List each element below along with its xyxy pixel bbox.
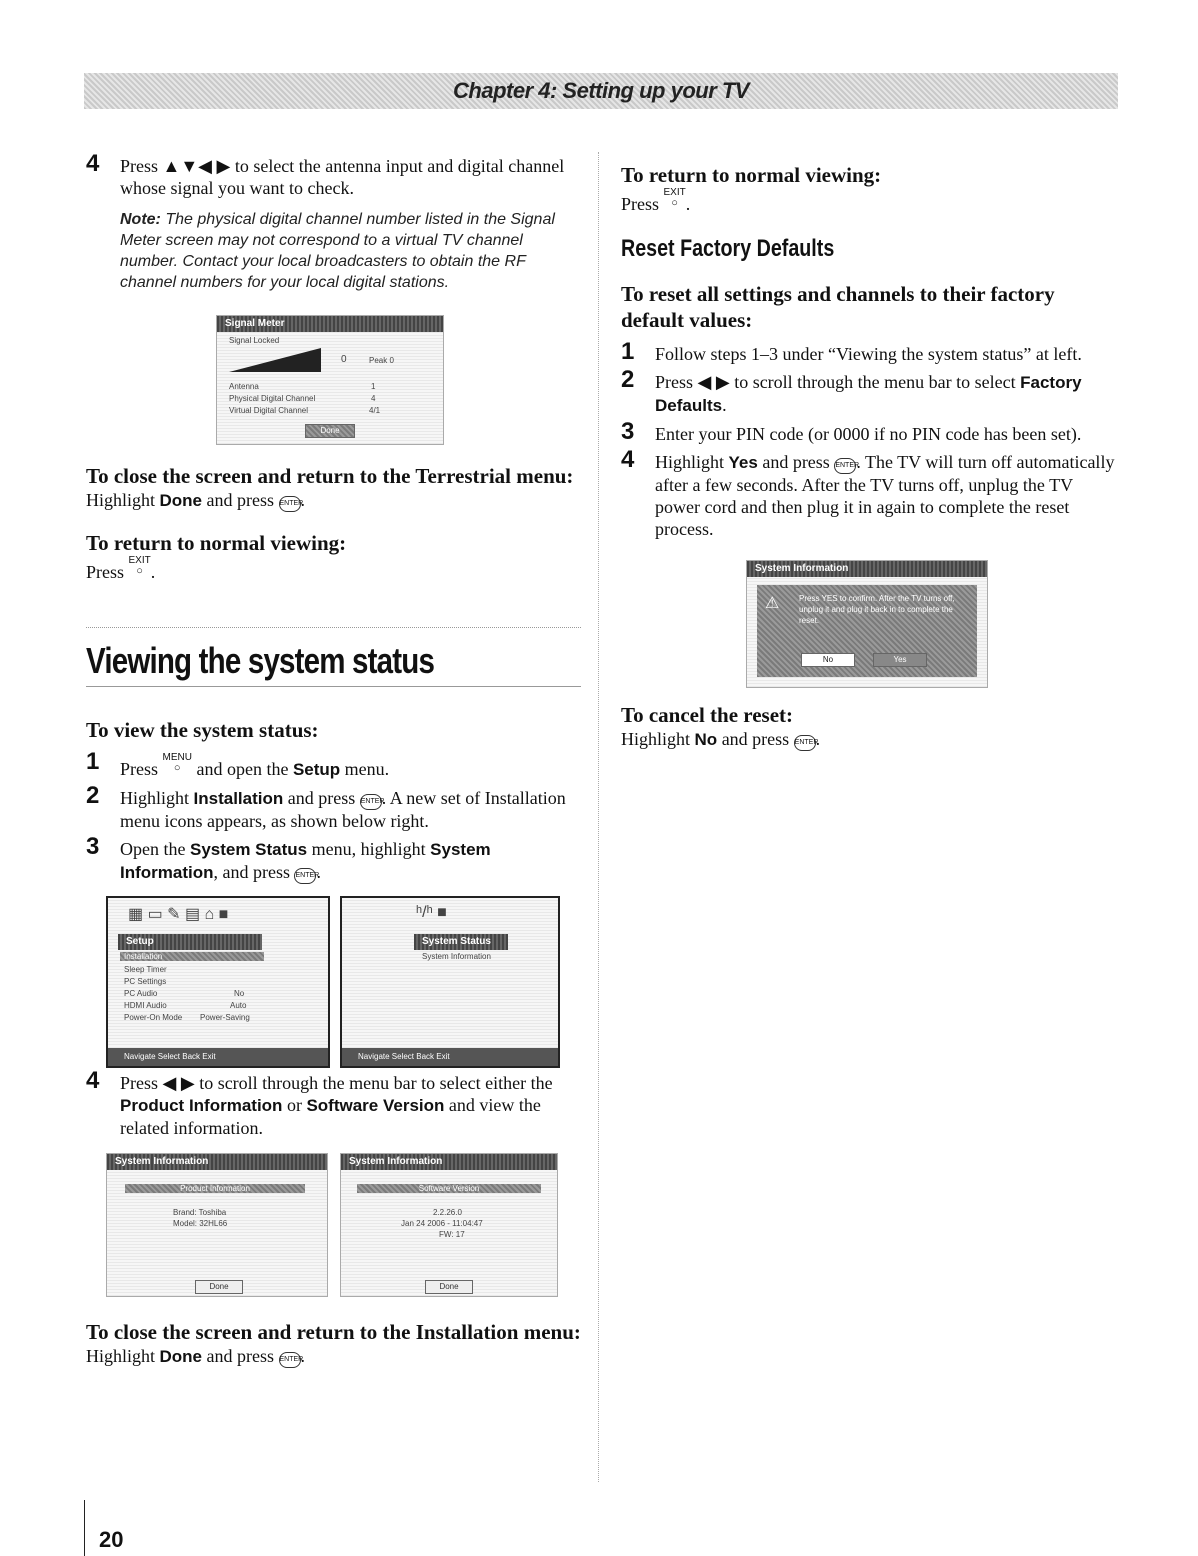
setup-menu-title: Setup bbox=[118, 934, 262, 950]
status-step-2: 2 Highlight Installation and press ENTER. A new set of Installation menu icons appears, as shown below right. bbox=[86, 782, 566, 831]
software-version-screen bbox=[340, 1153, 558, 1297]
version-line-3: FW: 17 bbox=[439, 1230, 465, 1239]
cancel-reset-body: Highlight No and press ENTER. bbox=[621, 729, 821, 749]
status-step-3: 3 Open the System Status menu, highlight System Information, and press ENTER. bbox=[86, 833, 491, 882]
chapter-title: Chapter 4: Setting up your TV bbox=[453, 78, 749, 103]
reset-yes-button[interactable]: Yes bbox=[873, 653, 927, 667]
step-text: Press ▲▼◀ ▶ to select the antenna input and digital channel whose signal you want to check. bbox=[120, 156, 565, 198]
reset-dialog bbox=[757, 585, 977, 677]
enter-key-icon: ENTER bbox=[360, 794, 382, 810]
section-title: Viewing the system status bbox=[86, 640, 435, 681]
page-number-rule bbox=[84, 1500, 85, 1556]
setup-item[interactable]: PC Settings bbox=[124, 977, 167, 986]
close-terrestrial-body: Highlight Done and press ENTER. bbox=[86, 490, 305, 510]
note bbox=[120, 209, 581, 293]
setup-item-value: Auto bbox=[230, 1001, 247, 1010]
return-normal-body-right: Press EXIT ○ . bbox=[621, 187, 691, 214]
reset-heading: To reset all settings and channels to their factory default values: bbox=[621, 282, 1055, 332]
signal-strength-bars-icon bbox=[229, 348, 321, 372]
setup-item[interactable]: Sleep Timer bbox=[124, 965, 167, 974]
installation-icons-icon: ʰ/ʰ ■ bbox=[416, 904, 447, 921]
system-status-title: System Status bbox=[414, 934, 508, 950]
version-line-1: 2.2.26.0 bbox=[433, 1208, 462, 1217]
info-screens-row bbox=[86, 1153, 581, 1303]
software-screen-title: System Information bbox=[341, 1154, 557, 1170]
product-screen-title: System Information bbox=[107, 1154, 327, 1170]
status-step-1: 1 Press MENU ○ and open the Setup menu. bbox=[86, 748, 390, 779]
section-heading-block bbox=[86, 627, 581, 687]
setup-nav-bar: Navigate Select Back Exit bbox=[108, 1048, 328, 1066]
return-normal-heading-right: To return to normal viewing: bbox=[621, 163, 882, 187]
page-number: 20 bbox=[99, 1527, 124, 1552]
status-step-4: 4 Press ◀ ▶ to scroll through the menu bar to select either the Product Information or Software Version and view the related information. bbox=[86, 1067, 553, 1138]
setup-item-value: No bbox=[234, 989, 245, 998]
note-label: Note: bbox=[120, 211, 161, 228]
product-done-button[interactable]: Done bbox=[195, 1280, 243, 1294]
setup-item[interactable]: HDMI Audio bbox=[124, 1001, 167, 1010]
reset-no-button[interactable]: No bbox=[801, 653, 855, 667]
setup-item-value: Power-Saving bbox=[200, 1013, 250, 1022]
enter-key-icon: ENTER bbox=[279, 1352, 301, 1368]
chapter-header-bar bbox=[84, 73, 1118, 109]
setup-menu-screen bbox=[106, 896, 330, 1068]
close-terrestrial-heading: To close the screen and return to the Terrestrial menu: bbox=[86, 464, 574, 488]
signal-locked-text: Signal Locked bbox=[229, 336, 280, 345]
meter-row-value: 1 bbox=[371, 382, 376, 391]
done-label: Done bbox=[159, 491, 203, 510]
reset-step-1: 1 Follow steps 1–3 under “Viewing the system status” at left. bbox=[621, 338, 1082, 365]
left-column bbox=[86, 150, 581, 1368]
meter-row-label: Antenna bbox=[229, 382, 259, 391]
brand-text: Brand: Toshiba bbox=[173, 1208, 227, 1217]
software-done-button[interactable]: Done bbox=[425, 1280, 473, 1294]
meter-row-value: 4 bbox=[371, 394, 376, 403]
step-4-select-channel bbox=[86, 150, 581, 199]
reset-step-4: 4 Highlight Yes and press ENTER. The TV will turn off automatically after a few seconds. After the TV turns off, unplug the TV power cord and then plug it in again to complete the reset process. bbox=[621, 446, 1115, 539]
cancel-reset-heading: To cancel the reset: bbox=[621, 703, 794, 727]
enter-key-icon: ENTER bbox=[294, 868, 316, 884]
signal-value: 0 bbox=[341, 354, 347, 365]
signal-meter-title: Signal Meter bbox=[217, 316, 443, 332]
system-information-item[interactable]: System Information bbox=[422, 952, 491, 961]
meter-done-button[interactable]: Done bbox=[305, 424, 355, 438]
enter-key-icon: ENTER bbox=[834, 458, 856, 474]
version-line-2: Jan 24 2006 - 11:04:47 bbox=[401, 1219, 483, 1228]
menu-icons-strip-icon: ▦ ▭ ✎ ▤ ⌂ ■ bbox=[128, 906, 229, 923]
menu-key-icon: MENU ○ bbox=[162, 752, 192, 774]
model-text: Model: 32HL66 bbox=[173, 1219, 228, 1228]
note-text: The physical digital channel number listed in the Signal Meter screen may not correspond to a virtual TV channel number. Contact your local broadcasters to obtain the RF channel numbers for your local digital stations. bbox=[120, 211, 555, 291]
reset-screen-title: System Information bbox=[747, 561, 987, 577]
setup-item[interactable]: Power-On Mode bbox=[124, 1013, 183, 1022]
setup-item-installation[interactable]: Installation bbox=[120, 952, 264, 961]
meter-row-label: Physical Digital Channel bbox=[229, 394, 316, 403]
reset-step-3: 3 Enter your PIN code (or 0000 if no PIN code has been set). bbox=[621, 418, 1082, 445]
reset-confirm-screen bbox=[746, 560, 988, 688]
product-information-screen bbox=[106, 1153, 328, 1297]
meter-row-label: Virtual Digital Channel bbox=[229, 406, 309, 415]
close-installation-heading: To close the screen and return to the Installation menu: bbox=[86, 1320, 581, 1344]
signal-peak: Peak 0 bbox=[369, 356, 394, 365]
view-status-heading: To view the system status: bbox=[86, 718, 319, 742]
exit-key-icon: EXIT ○ bbox=[128, 555, 151, 577]
close-installation-body: Highlight Done and press ENTER. bbox=[86, 1346, 305, 1366]
meter-row-value: 4/1 bbox=[369, 406, 381, 415]
enter-key-icon: ENTER bbox=[794, 735, 816, 751]
return-normal-heading: To return to normal viewing: bbox=[86, 531, 347, 555]
step-number: 4 bbox=[86, 150, 100, 177]
reset-section-title: Reset Factory Defaults bbox=[621, 235, 835, 262]
software-version-tab[interactable]: Software Version bbox=[357, 1184, 541, 1193]
setup-item[interactable]: PC Audio bbox=[124, 989, 158, 998]
reset-message: Press YES to confirm. After the TV turns off, unplug it and plug it back in to complete the reset. bbox=[799, 594, 955, 625]
product-information-tab[interactable]: Product Information bbox=[125, 1184, 305, 1193]
enter-key-icon: ENTER bbox=[279, 496, 301, 512]
signal-meter-screen bbox=[216, 315, 444, 445]
exit-key-icon: EXIT ○ bbox=[663, 187, 686, 209]
menu-screens-row bbox=[86, 896, 581, 1068]
warning-icon: ⚠ bbox=[765, 595, 780, 612]
reset-step-2: 2 Press ◀ ▶ to scroll through the menu bar to select Factory Defaults. bbox=[621, 366, 1082, 415]
right-column bbox=[621, 162, 1121, 751]
status-nav-bar: Navigate Select Back Exit bbox=[342, 1048, 558, 1066]
return-normal-body: Press EXIT ○ . bbox=[86, 555, 156, 582]
system-status-screen bbox=[340, 896, 560, 1068]
column-divider bbox=[598, 152, 599, 1482]
